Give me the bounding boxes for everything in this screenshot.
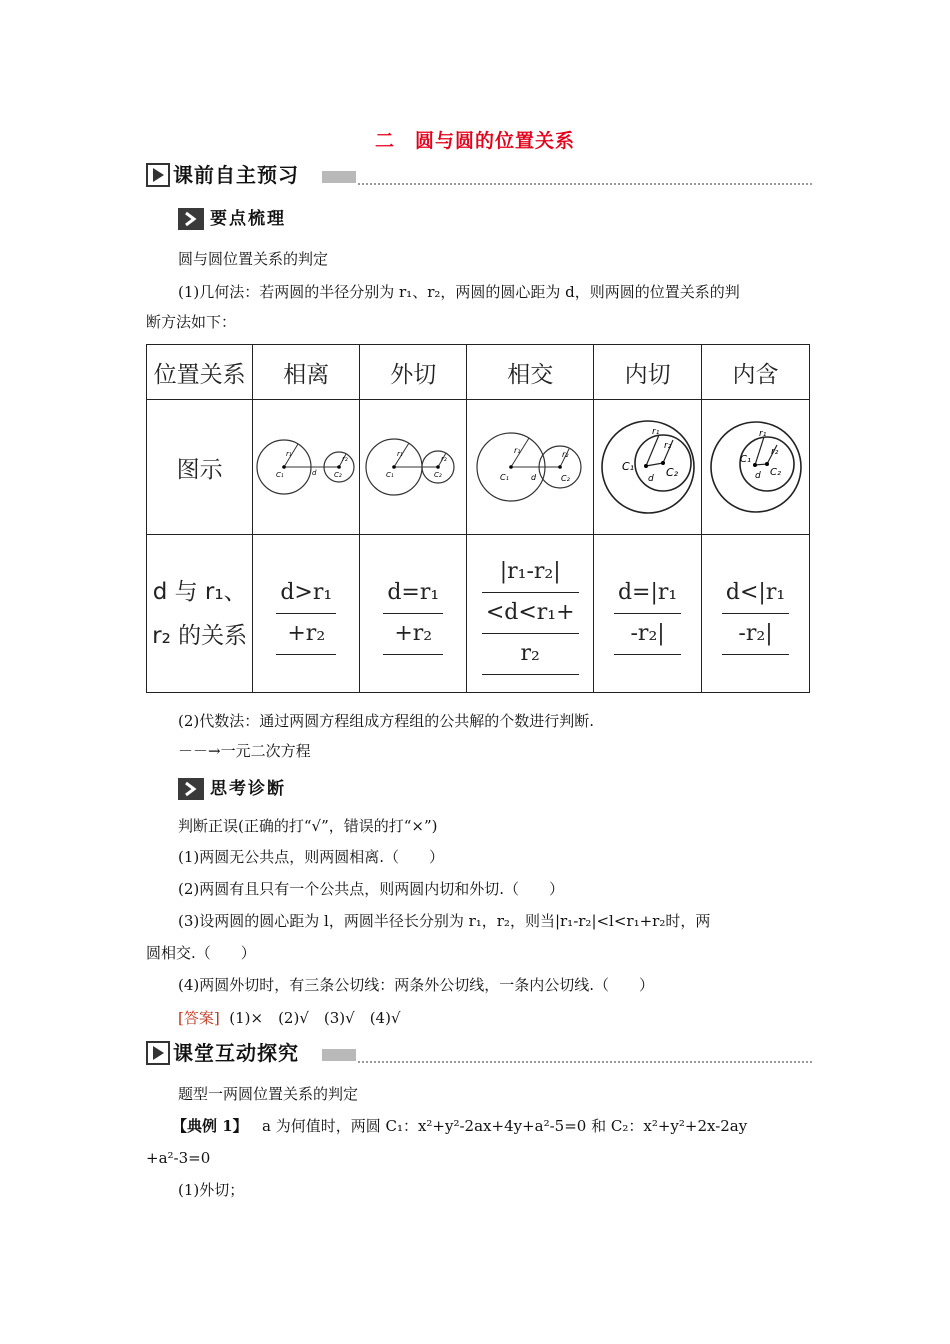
diagram-row-label: 图示	[147, 400, 253, 535]
section-arrow-icon	[146, 1041, 170, 1065]
page-title: 二 圆与圆的位置关系	[374, 130, 575, 152]
subsection-header-key-points	[178, 206, 308, 232]
label-r1: r₁	[651, 427, 659, 437]
section-arrow-icon	[146, 163, 170, 187]
condition-text: |r₁-r₂|	[482, 552, 579, 593]
label-d: d	[647, 474, 654, 484]
condition-text: -r₂|	[722, 614, 789, 655]
method2-arrow-text: －－→一元二次方程	[178, 742, 311, 760]
label-r2: r₂	[342, 455, 348, 463]
condition-intersect	[467, 535, 594, 693]
label-c1: C₁	[621, 460, 634, 473]
condition-separate	[253, 535, 360, 693]
section-dotted-rule	[358, 183, 812, 185]
condition-text: d=|r₁	[614, 573, 681, 614]
condition-internal-tangent	[594, 535, 702, 693]
diagram-separate	[253, 400, 360, 535]
condition-contained	[702, 535, 810, 693]
answer-line	[178, 1008, 401, 1028]
intro-text: 圆与圆位置关系的判定	[178, 250, 329, 268]
condition-text: d<|r₁	[722, 573, 789, 614]
table-header-cell: 相交	[467, 345, 594, 400]
intersect-circles-diagram	[471, 427, 589, 507]
table-header-cell: 内切	[594, 345, 702, 400]
example-text: a 为何值时，两圆 C₁：x²+y²-2ax+4y+a²-5=0 和 C₂：x²+y²+2x-2ay	[261, 1117, 748, 1135]
tangent-external-diagram	[361, 432, 465, 502]
label-r2: r₂	[562, 450, 569, 459]
condition-label-line1: d 与 r₁、	[152, 578, 247, 605]
section-header-classroom	[146, 1040, 812, 1066]
label-r2: r₂	[663, 441, 671, 451]
label-d: d	[754, 471, 761, 481]
label-r1: r₁	[397, 450, 403, 458]
section-bar	[322, 171, 356, 183]
subsection-title: 要点梳理	[210, 209, 286, 229]
condition-text: +r₂	[276, 614, 336, 655]
table-header-cell: 内含	[702, 345, 810, 400]
label-c1: C₁	[500, 473, 509, 482]
label-d: d	[312, 469, 317, 477]
label-c2: C₂	[334, 471, 342, 479]
label-r1: r₁	[758, 429, 766, 439]
label-r1: r₁	[514, 446, 521, 455]
condition-external-tangent	[360, 535, 467, 693]
table-header-cell: 位置关系	[147, 345, 253, 400]
section-bar	[322, 1049, 356, 1061]
example-text-cont: +a²-3=0	[146, 1149, 211, 1167]
subsection-header-thinking	[178, 776, 308, 802]
subsection-arrow-icon	[178, 778, 204, 800]
section-dotted-rule	[358, 1061, 812, 1063]
subsection-title: 思考诊断	[210, 779, 286, 799]
contained-circles-diagram	[707, 418, 805, 516]
separate-circles-diagram	[254, 432, 358, 502]
section-header-preview	[146, 162, 812, 188]
label-c1: C₁	[739, 454, 751, 465]
table-diagram-row	[147, 400, 810, 535]
label-r2: r₂	[441, 455, 447, 463]
table-header-row	[147, 345, 810, 400]
judge-intro: 判断正误(正确的打“√”，错误的打“×”)	[178, 817, 438, 835]
condition-text: d=r₁	[383, 573, 443, 614]
topic-heading: 题型一两圆位置关系的判定	[178, 1085, 359, 1103]
diagram-intersect	[467, 400, 594, 535]
tangent-internal-diagram	[598, 418, 698, 516]
label-c2: C₂	[769, 467, 781, 478]
condition-label-line2: r₂ 的关系	[152, 622, 248, 649]
subsection-arrow-icon	[178, 208, 204, 230]
label-d: d	[531, 473, 537, 482]
label-c2: C₂	[665, 466, 678, 479]
relation-table	[146, 344, 810, 693]
question-4: (4)两圆外切时，有三条公切线：两条外公切线，一条内公切线.（ ）	[178, 976, 655, 994]
answer-text: (1)× (2)√ (3)√ (4)√	[229, 1009, 401, 1027]
label-r2: r₂	[770, 447, 778, 457]
question-1: (1)两圆无公共点，则两圆相离.（ ）	[178, 848, 445, 866]
condition-text: d>r₁	[276, 573, 336, 614]
table-header-cell: 外切	[360, 345, 467, 400]
method2-text: (2)代数法：通过两圆方程组成方程组的公共解的个数进行判断.	[178, 712, 595, 730]
label-c1: C₁	[386, 471, 394, 479]
question-3-cont: 圆相交.（ ）	[146, 944, 256, 962]
table-header-cell: 相离	[253, 345, 360, 400]
condition-text: -r₂|	[614, 614, 681, 655]
diagram-contained	[702, 400, 810, 535]
label-c2: C₂	[434, 471, 442, 479]
diagram-external-tangent	[360, 400, 467, 535]
condition-text: r₂	[482, 634, 579, 675]
question-2: (2)两圆有且只有一个公共点，则两圆内切和外切.（ ）	[178, 880, 565, 898]
label-c1: C₁	[276, 471, 284, 479]
section-title: 课前自主预习	[173, 163, 299, 187]
label-r1: r₁	[286, 450, 292, 458]
condition-text: +r₂	[383, 614, 443, 655]
question-3: (3)设两圆的圆心距为 l，两圆半径长分别为 r₁，r₂，则当|r₁-r₂|<l<r₁+r₂时，两	[178, 912, 711, 930]
example-tag: 【典例 1】	[172, 1117, 248, 1135]
example-line	[172, 1116, 747, 1136]
example-question-1: (1)外切；	[178, 1181, 245, 1199]
diagram-internal-tangent	[594, 400, 702, 535]
condition-row-label	[147, 535, 253, 693]
section-title: 课堂互动探究	[173, 1041, 299, 1065]
condition-text: <d<r₁+	[482, 593, 579, 634]
table-condition-row	[147, 535, 810, 693]
method1-text: (1)几何法：若两圆的半径分别为 r₁、r₂，两圆的圆心距为 d，则两圆的位置关系的判	[178, 283, 740, 301]
answer-tag: [答案]	[178, 1009, 220, 1027]
method1-text-cont: 断方法如下：	[146, 313, 237, 331]
label-c2: C₂	[561, 474, 570, 483]
